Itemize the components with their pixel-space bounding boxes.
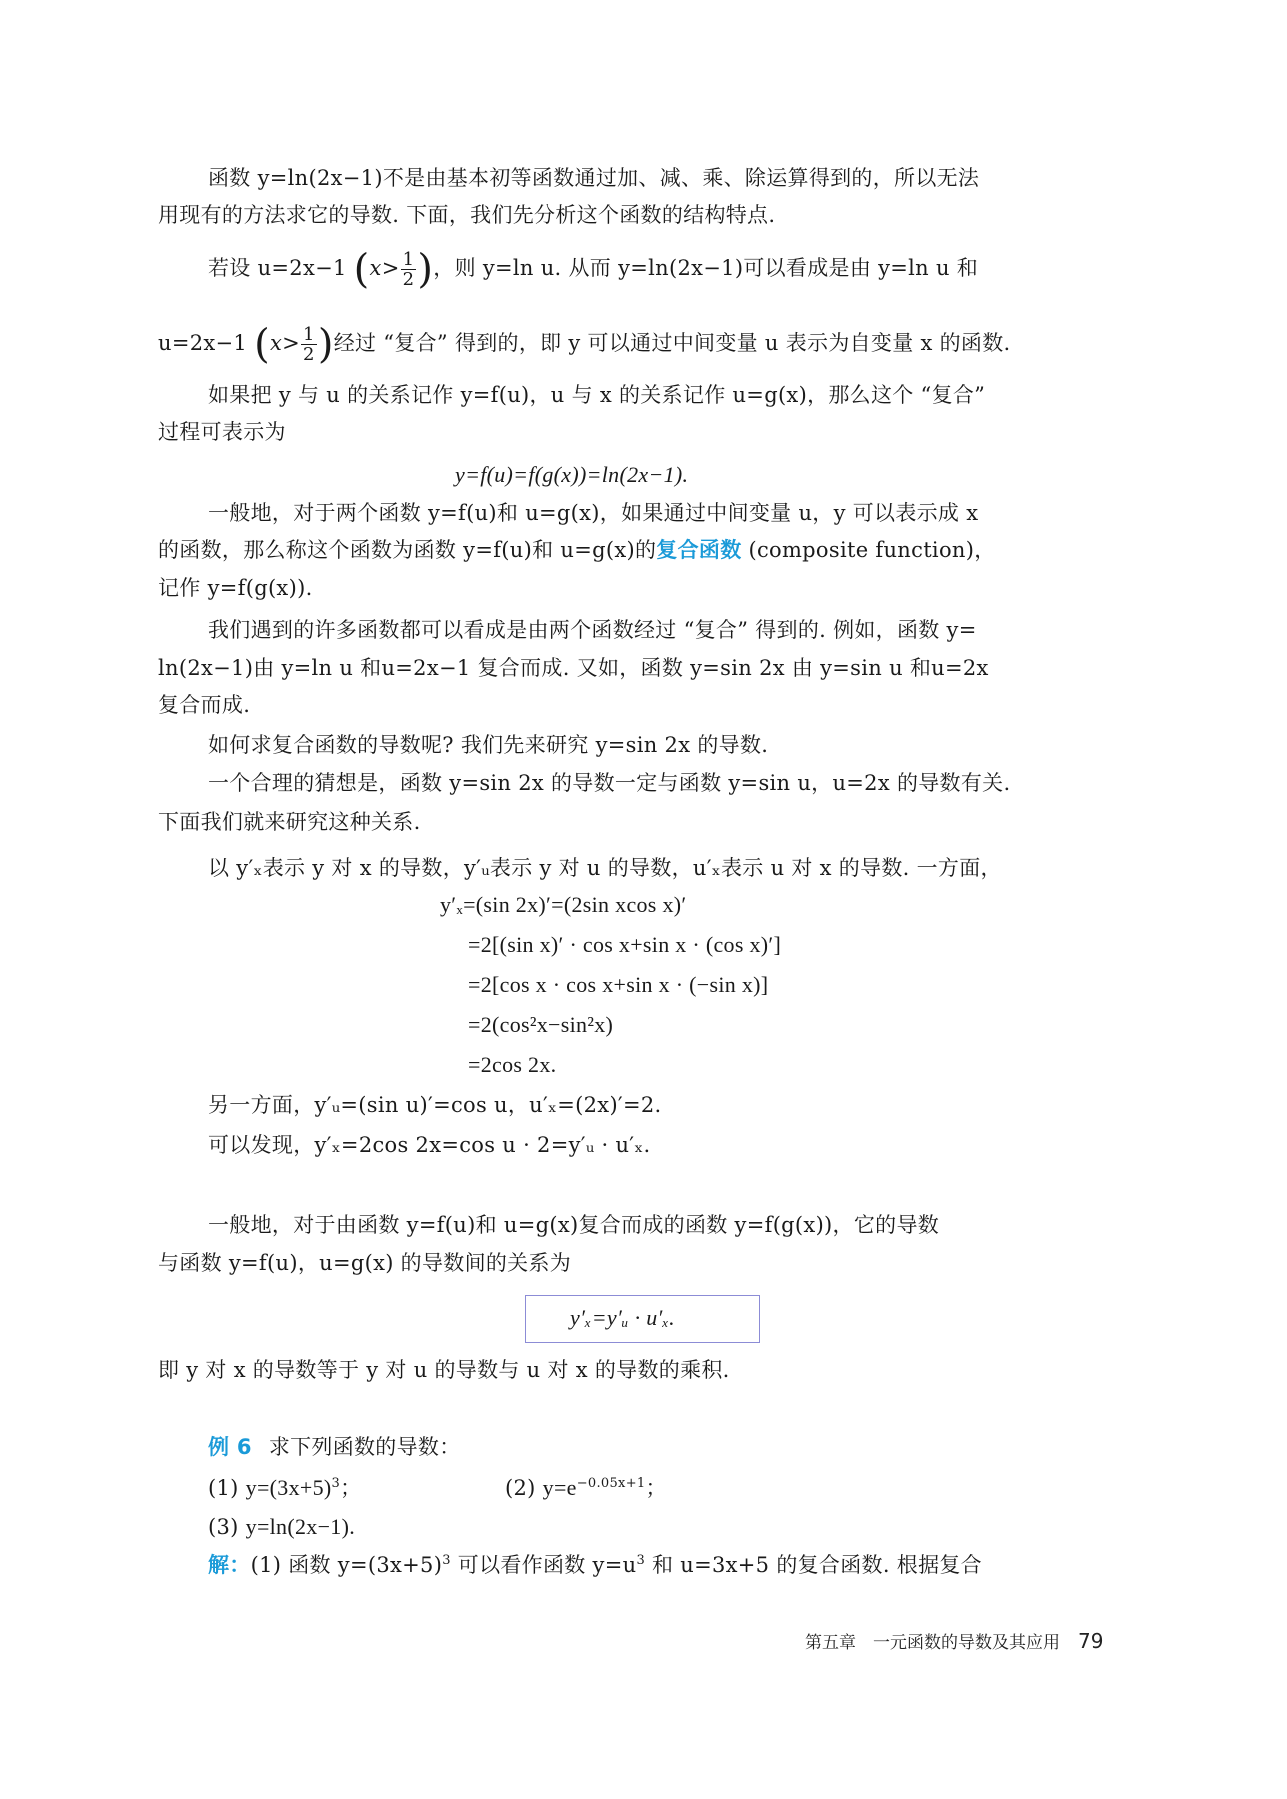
paren-close: ) [417,246,434,293]
page-number: 79 [1078,1629,1104,1653]
paragraph-line [158,535,996,565]
condition-op: > [282,331,301,355]
paragraph-line [208,246,979,293]
example-item [208,1473,361,1503]
paragraph-line: 我们遇到的许多函数都可以看成是由两个函数经过 “复合” 得到的. 例如，函数 y= [208,618,977,642]
paragraph-line: 一般地，对于由函数 y=f(u)和 u=g(x)复合而成的函数 y=f(g(x))，它的导数 [208,1213,940,1237]
text-fragment: (1) 函数 y=(3x+5) [250,1553,443,1577]
text-fragment: 经过 “复合” 得到的，即 y 可以通过中间变量 u 表示为自变量 x 的函数. [333,331,1011,355]
paragraph-line: 复合而成. [158,693,251,717]
paragraph-line: 用现有的方法求它的导数. 下面，我们先分析这个函数的结构特点. [158,203,776,227]
text-fragment: 和 u=3x+5 的复合函数. 根据复合 [645,1553,982,1577]
exponent: 3 [442,1553,451,1568]
derivation-step: =2(cos²x−sin²x) [468,1012,614,1037]
chapter-title: 第五章 一元函数的导数及其应用 [805,1633,1060,1653]
fraction-denominator: 2 [303,344,315,365]
boxed-formula: y′ₓ=y′ᵤ · u′ₓ. [570,1305,675,1330]
item-expr: y=ln(2x−1). [245,1514,356,1539]
fraction-numerator: 1 [402,249,415,270]
item-expr: y=e [542,1475,577,1500]
item-expr: y=(3x+5) [245,1475,332,1500]
condition-op: > [381,256,400,280]
paragraph-line: 函数 y=ln(2x−1)不是由基本初等函数通过加、减、乘、除运算得到的，所以无法 [208,166,980,190]
condition-var: x [269,331,283,355]
text-fragment: u=2x−1 [158,331,248,355]
exponent: 3 [636,1553,646,1568]
example-heading [208,1432,461,1462]
text-fragment: ，则 y=ln u. 从而 y=ln(2x−1)可以看成是由 y=ln u 和 [433,256,979,280]
paragraph-line: 以 y′ₓ表示 y 对 x 的导数，y′ᵤ表示 y 对 u 的导数，u′ₓ表示 u 对 x 的导数. 一方面， [208,856,1002,880]
derivation-step: =2cos 2x. [468,1052,557,1077]
paragraph-line: 记作 y=f(g(x)). [158,576,313,600]
paragraph-line: 一般地，对于两个函数 y=f(u)和 u=g(x)，如果通过中间变量 u，y 可以表示成 x [208,501,979,525]
item-tail: ； [340,1476,362,1500]
paragraph-line: 如果把 y 与 u 的关系记作 y=f(u)，u 与 x 的关系记作 u=g(x)，那么这个 “复合” [208,383,986,407]
paragraph-line: 另一方面，y′ᵤ=(sin u)′=cos u，u′ₓ=(2x)′=2. [208,1093,662,1117]
page-footer [805,1628,1103,1653]
paragraph-line: 下面我们就来研究这种关系. [158,810,421,834]
item-number: (3) [208,1515,239,1539]
fraction-denominator: 2 [402,269,415,290]
solution-label: 解： [208,1553,251,1577]
example-item [505,1473,667,1503]
display-formula: y=f(u)=f(g(x))=ln(2x−1). [455,462,689,487]
item-tail: ； [645,1476,667,1500]
paragraph-line: ln(2x−1)由 y=ln u 和u=2x−1 复合而成. 又如，函数 y=sin 2x 由 y=sin u 和u=2x [158,656,989,680]
paren-open: ( [254,321,270,368]
fraction-numerator: 1 [303,324,315,345]
derivation-step: =2[cos x · cos x+sin x · (−sin x)] [468,972,769,997]
paren-open: ( [353,246,370,293]
item-number: (1) [208,1476,239,1500]
text-fragment: 的函数，那么称这个函数为函数 y=f(u)和 u=g(x)的 [158,538,657,562]
paragraph-line: 可以发现，y′ₓ=2cos 2x=cos u · 2=y′ᵤ · u′ₓ. [208,1133,651,1157]
paren-close: ) [317,321,334,368]
text-fragment: 可以看作函数 y=u [450,1553,637,1577]
solution-line [208,1550,982,1580]
term-highlight: 复合函数 [656,538,742,562]
paragraph-line: 与函数 y=f(u)，u=g(x) 的导数间的关系为 [158,1251,572,1275]
example-prompt: 求下列函数的导数： [268,1435,461,1459]
text-fragment: 若设 u=2x−1 [208,256,347,280]
example-item [208,1512,355,1542]
item-number: (2) [505,1476,536,1500]
paragraph-line: 即 y 对 x 的导数等于 y 对 u 的导数与 u 对 x 的导数的乘积. [158,1358,730,1382]
paragraph-line: 过程可表示为 [158,420,286,444]
derivation-step: y′ₓ=(sin 2x)′=(2sin xcos x)′ [440,892,687,917]
paragraph-line: 如何求复合函数的导数呢? 我们先来研究 y=sin 2x 的导数. [208,733,769,757]
item-exponent: −0.05x+1 [576,1476,646,1491]
fraction [301,325,317,364]
item-exponent: 3 [331,1476,341,1491]
condition-var: x [369,256,382,280]
fraction [401,250,417,289]
example-label: 例 6 [208,1435,252,1459]
paragraph-line [158,321,1011,368]
paragraph-line: 一个合理的猜想是，函数 y=sin 2x 的导数一定与函数 y=sin u，u=2x 的导数有关. [208,771,1011,795]
text-fragment: (composite function)， [741,538,996,562]
derivation-step: =2[(sin x)′ · cos x+sin x · (cos x)′] [468,932,782,957]
